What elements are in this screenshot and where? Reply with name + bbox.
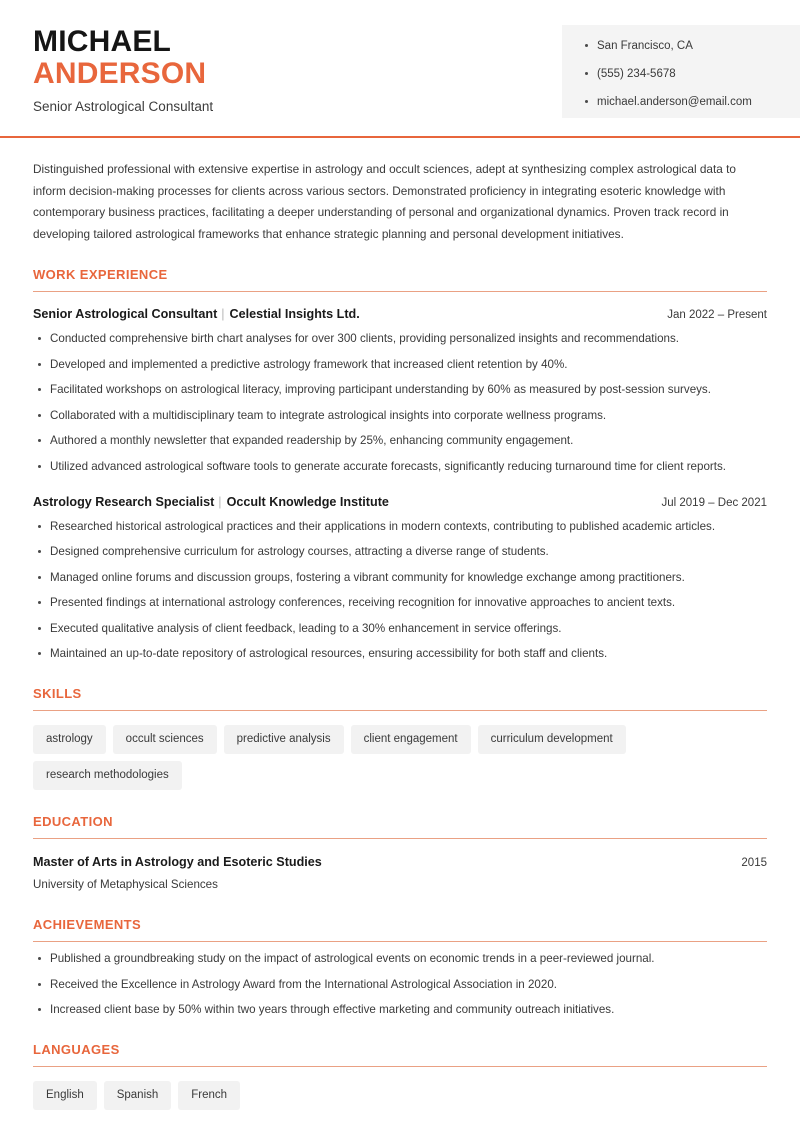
section-divider <box>33 291 767 292</box>
skills-pill-list <box>33 725 767 790</box>
list-item: Developed and implemented a predictive astrology framework that increased client retention by 40%. <box>33 357 767 373</box>
skill-pill: research methodologies <box>33 761 182 790</box>
work-date-range: Jan 2022 – Present <box>667 309 767 321</box>
list-item: Published a groundbreaking study on the impact of astrological events on economic trends in a peer-reviewed journal. <box>33 951 767 967</box>
work-role: Senior Astrological Consultant <box>33 307 218 321</box>
education-degree: Master of Arts in Astrology and Esoteric Studies <box>33 855 322 869</box>
language-pill: Spanish <box>104 1081 172 1110</box>
skill-pill: predictive analysis <box>224 725 344 754</box>
list-item: Facilitated workshops on astrological literacy, improving participant understanding by 60% as measured by post-session surveys. <box>33 382 767 398</box>
work-bullet-list <box>33 519 767 663</box>
work-role: Astrology Research Specialist <box>33 494 215 509</box>
work-entry-header <box>33 306 767 322</box>
section-title-skills: SKILLS <box>33 686 82 701</box>
work-entry-header <box>33 494 767 510</box>
work-company: Occult Knowledge Institute <box>226 494 389 509</box>
last-name: ANDERSON <box>33 57 207 90</box>
list-item: Collaborated with a multidisciplinary team to integrate astrological insights into corporate wellness programs. <box>33 408 767 424</box>
skill-pill: client engagement <box>351 725 471 754</box>
section-work-experience <box>33 267 767 662</box>
section-education <box>33 814 767 893</box>
contact-email: michael.anderson@email.com <box>584 95 800 109</box>
list-item: Received the Excellence in Astrology Award from the International Astrological Association in 2020. <box>33 977 767 993</box>
list-item: Researched historical astrological practices and their applications in modern contexts, contributing to published academic articles. <box>33 519 767 535</box>
list-item: Managed online forums and discussion groups, fostering a vibrant community for knowledge exchange among practitioners. <box>33 570 767 586</box>
education-year: 2015 <box>741 857 767 869</box>
work-entry <box>33 306 767 475</box>
list-item: Maintained an up-to-date repository of astrological resources, ensuring accessibility for both staff and clients. <box>33 646 767 662</box>
list-item: Designed comprehensive curriculum for astrology courses, attracting a diverse range of students. <box>33 544 767 560</box>
section-title-languages: LANGUAGES <box>33 1042 120 1057</box>
skill-pill: astrology <box>33 725 106 754</box>
list-item: Conducted comprehensive birth chart analyses for over 300 clients, providing personalized insights and recommendations. <box>33 331 767 347</box>
resume-content <box>0 159 800 1110</box>
section-languages <box>33 1042 767 1110</box>
name-block <box>33 26 213 115</box>
work-bullet-list <box>33 331 767 475</box>
list-item: Presented findings at international astrology conferences, receiving recognition for innovative approaches to ancient texts. <box>33 595 767 611</box>
list-item: Utilized advanced astrological software tools to generate accurate forecasts, significantly reducing turnaround time for client reports. <box>33 459 767 475</box>
resume-header <box>0 0 800 137</box>
section-skills <box>33 686 767 790</box>
skill-pill: occult sciences <box>113 725 217 754</box>
work-entry-title <box>33 306 360 322</box>
title-separator: | <box>218 494 222 509</box>
contact-phone: (555) 234-5678 <box>584 67 800 81</box>
education-school: University of Metaphysical Sciences <box>33 878 218 891</box>
page-title: Senior Astrological Consultant <box>33 99 214 114</box>
section-divider <box>33 941 767 942</box>
language-pill: English <box>33 1081 97 1110</box>
section-title-education: EDUCATION <box>33 814 113 829</box>
list-item: Authored a monthly newsletter that expanded readership by 25%, enhancing community engagement. <box>33 433 767 449</box>
title-separator: | <box>221 307 225 321</box>
work-entry <box>33 494 767 663</box>
header-divider <box>0 136 800 138</box>
list-item: Executed qualitative analysis of client feedback, leading to a 30% enhancement in service offerings. <box>33 621 767 637</box>
language-pill: French <box>178 1081 240 1110</box>
section-divider <box>33 1066 767 1067</box>
work-date-range: Jul 2019 – Dec 2021 <box>661 496 767 509</box>
achievements-list <box>33 951 767 1018</box>
section-title-achievements: ACHIEVEMENTS <box>33 917 142 932</box>
section-divider <box>33 710 767 711</box>
list-item: Increased client base by 50% within two years through effective marketing and community outreach initiatives. <box>33 1002 767 1018</box>
section-divider <box>33 838 767 839</box>
section-achievements <box>33 917 767 1018</box>
contact-location: San Francisco, CA <box>584 39 800 53</box>
work-entry-title <box>33 494 389 510</box>
section-title-work-experience: WORK EXPERIENCE <box>33 267 168 282</box>
languages-pill-list <box>33 1081 767 1110</box>
work-company: Celestial Insights Ltd. <box>229 307 360 321</box>
contact-list <box>584 39 800 109</box>
professional-summary: Distinguished professional with extensive expertise in astrology and occult sciences, adept at synthesizing complex astrological data to inform decision-making processes for clients across various sectors. Demonstrated proficiency in integrating esoteric knowledge with contemporary business practices, facilitating a deeper understanding of personal and organizational dynamics. Proven track record in developing tailored astrological frameworks that enhance strategic planning and personal development initiatives. <box>33 162 736 241</box>
education-entry-header <box>33 854 767 870</box>
contact-info-box <box>562 25 800 118</box>
first-name: MICHAEL <box>33 25 172 58</box>
skill-pill: curriculum development <box>478 725 626 754</box>
